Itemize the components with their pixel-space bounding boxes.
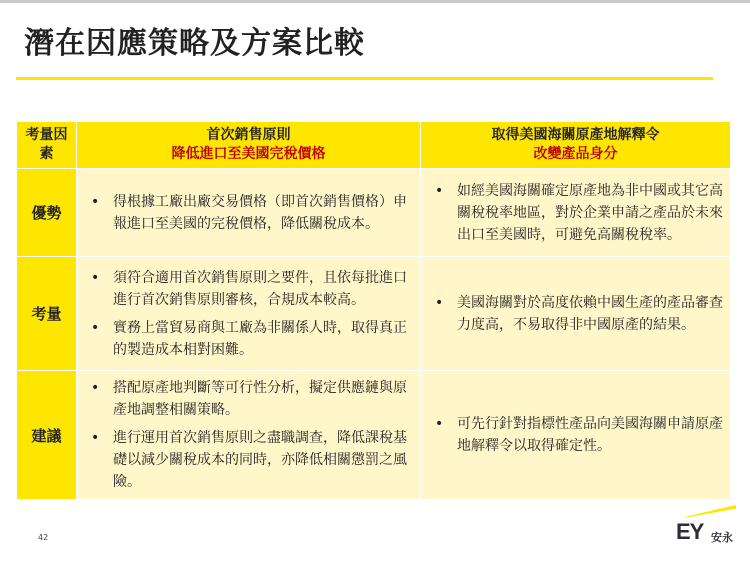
bullet-icon: • [91, 193, 100, 210]
slide-title: 潛在因應策略及方案比較 [24, 26, 365, 61]
list-item: • 進行運用首次銷售原則之盡職調查，降低課稅基礎以減少關稅成本的同時，亦降低相關懲罰之風險。 [81, 427, 414, 493]
bullet-icon: • [435, 182, 444, 199]
top-border [0, 0, 750, 3]
list-item: • 可先行針對指標性產品向美國海關申請原產地解釋令以取得確定性。 [425, 413, 724, 457]
table-row [17, 371, 731, 500]
list-item: • 搭配原產地判斷等可行性分析，擬定供應鏈與原產地調整相關策略。 [81, 377, 414, 421]
ey-logo [676, 505, 738, 551]
page-number: 42 [38, 533, 49, 542]
header-origin-ruling [421, 122, 731, 169]
row-factor-recommendation: 建議 [17, 371, 77, 500]
list-item: • 得根據工廠出廠交易價格（即首次銷售價格）申報進口至美國的完稅價格，降低關稅成本。 [81, 191, 414, 235]
row-factor-consideration: 考量 [17, 257, 77, 371]
ey-logo-cn-text: 安永 [711, 531, 733, 544]
bullet-icon: • [91, 380, 100, 396]
header-origin-ruling-subtitle: 改變產品身分 [533, 146, 618, 162]
ey-logo-text: EY [676, 519, 704, 544]
ey-beam-icon [684, 505, 736, 517]
bullet-icon: • [435, 416, 444, 432]
header-factor: 考量因素 [17, 122, 77, 169]
bullet-icon: • [91, 269, 100, 286]
cell-first-sale [77, 169, 421, 257]
bullet-icon: • [435, 294, 444, 311]
cell-origin-ruling [421, 257, 731, 371]
title-underline [16, 77, 713, 80]
bullet-icon: • [91, 430, 100, 446]
cell-origin-ruling [421, 371, 731, 500]
bullet-icon: • [91, 319, 100, 336]
header-first-sale-title: 首次銷售原則 [206, 127, 291, 143]
cell-first-sale [77, 257, 421, 371]
list-item: • 如經美國海關確定原產地為非中國或其它高關稅稅率地區，對於企業申請之產品於未來出口至美國時，可避免高關稅稅率。 [425, 180, 724, 246]
comparison-table [16, 121, 731, 500]
row-factor-advantage: 優勢 [17, 169, 77, 257]
cell-origin-ruling [421, 169, 731, 257]
header-first-sale [77, 122, 421, 169]
header-origin-ruling-title: 取得美國海關原產地解釋令 [491, 127, 660, 143]
table-header-row [17, 122, 731, 169]
cell-first-sale [77, 371, 421, 500]
list-item: • 須符合適用首次銷售原則之要件，且依每批進口進行首次銷售原則審核，合規成本較高。 [81, 267, 414, 311]
list-item: • 美國海關對於高度依賴中國生產的產品審查力度高，不易取得非中國原產的結果。 [425, 292, 724, 336]
header-first-sale-subtitle: 降低進口至美國完稅價格 [171, 146, 326, 162]
list-item: • 實務上當貿易商與工廠為非關係人時，取得真正的製造成本相對困難。 [81, 317, 414, 361]
table-row [17, 169, 731, 257]
table-row [17, 257, 731, 371]
